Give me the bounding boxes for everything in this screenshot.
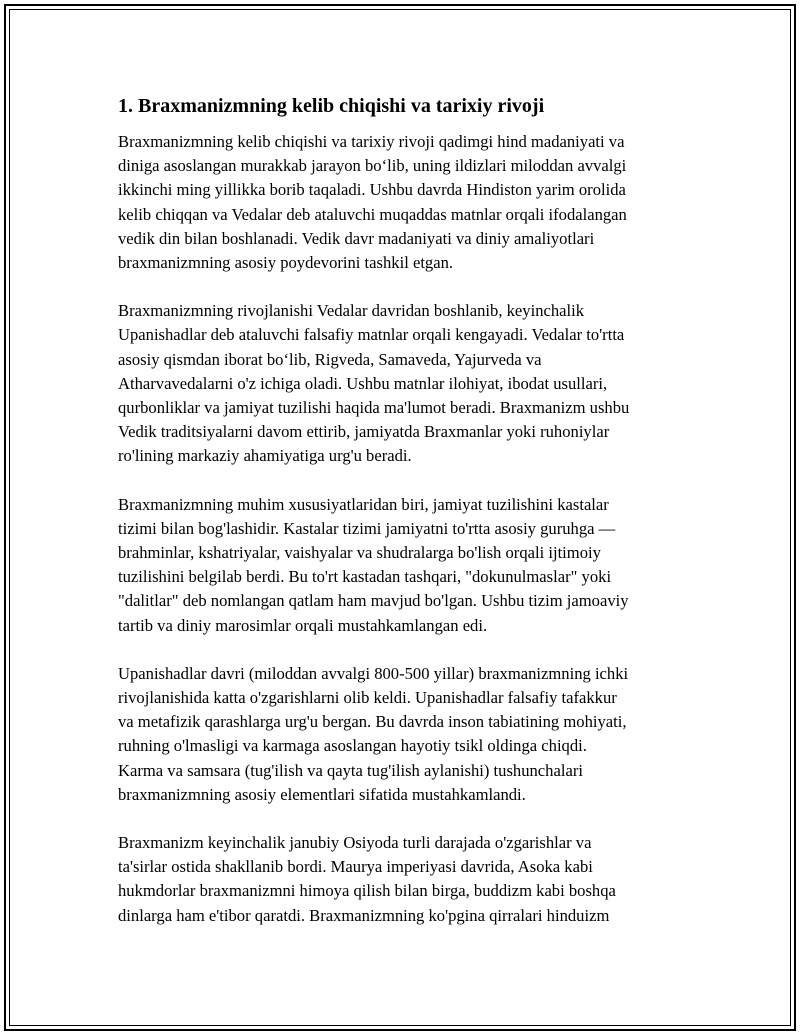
paragraph-line: tizimi bilan bog'lashidir. Kastalar tizimi jamiyatni to'rtta asosiy guruhga —	[118, 518, 616, 538]
paragraph-line: tuzilishini belgilab berdi. Bu to'rt kastadan tashqari, "dokunulmaslar" yoki	[118, 567, 612, 587]
paragraph-line: Atharvavedalarni o'z ichiga oladi. Ushbu matnlar ilohiyat, ibodat usullari,	[118, 373, 608, 393]
paragraph-line: va metafizik qarashlarga urg'u bergan. Bu davrda inson tabiatining mohiyati,	[118, 712, 627, 732]
paragraph	[118, 662, 698, 807]
paragraph-line: Karma va samsara (tug'ilish va qayta tug'ilish aylanishi) tushunchalari	[118, 760, 583, 780]
paragraph-line: ikkinchi ming yillikka borib taqaladi. Ushbu davrda Hindiston yarim orolida	[118, 180, 626, 200]
paragraph-line: Braxmanizmning kelib chiqishi va tarixiy rivoji qadimgi hind madaniyati va	[118, 132, 625, 151]
paragraph-line: Braxmanizmning muhim xususiyatlaridan biri, jamiyat tuzilishini kastalar	[118, 494, 609, 514]
paragraph-line: kelib chiqqan va Vedalar deb ataluvchi muqaddas matnlar orqali ifodalangan	[118, 204, 627, 224]
paragraph-line: braxmanizmning asosiy poydevorini tashkil etgan.	[118, 253, 454, 273]
paragraph-line: vedik din bilan boshlanadi. Vedik davr madaniyati va diniy amaliyotlari	[118, 228, 595, 248]
section-heading: 1. Braxmanizmning kelib chiqishi va tarixiy rivoji	[118, 95, 545, 117]
paragraph-line: diniga asoslangan murakkab jarayon bo‘lib, uning ildizlari miloddan avvalgi	[118, 156, 627, 176]
paragraph-line: braxmanizmning asosiy elementlari sifatida mustahkamlandi.	[118, 784, 526, 804]
paragraph	[118, 299, 698, 468]
paragraph-list	[118, 130, 698, 928]
paragraph	[118, 130, 698, 275]
paragraph-line: Upanishadlar davri (miloddan avvalgi 800-500 yillar) braxmanizmning ichki	[118, 663, 629, 683]
paragraph-line: ta'sirlar ostida shakllanib bordi. Maurya imperiyasi davrida, Asoka kabi	[118, 857, 593, 877]
paragraph-line: brahminlar, kshatriyalar, vaishyalar va shudralarga bo'lish orqali ijtimoiy	[118, 543, 601, 563]
paragraph-line: hukmdorlar braxmanizmni himoya qilish bilan birga, buddizm kabi boshqa	[118, 881, 616, 901]
paragraph-line: rivojlanishida katta o'zgarishlarni olib keldi. Upanishadlar falsafiy tafakkur	[118, 688, 617, 708]
paragraph	[118, 831, 698, 928]
paragraph-line: Braxmanizm keyinchalik janubiy Osiyoda turli darajada o'zgarishlar va	[118, 833, 592, 853]
paragraph-line: dinlarga ham e'tibor qaratdi. Braxmanizmning ko'pgina qirralari hinduizm	[118, 905, 610, 925]
paragraph-line: asosiy qismdan iborat bo‘lib, Rigveda, Samaveda, Yajurveda va	[118, 349, 542, 369]
paragraph-line: Upanishadlar deb ataluvchi falsafiy matnlar orqali kengayadi. Vedalar to'rtta	[118, 325, 625, 345]
paragraph-line: qurbonliklar va jamiyat tuzilishi haqida ma'lumot beradi. Braxmanizm ushbu	[118, 398, 630, 418]
paragraph-line: ro'lining markaziy ahamiyatiga urg'u beradi.	[118, 446, 412, 466]
paragraph-line: tartib va diniy marosimlar orqali mustahkamlangan edi.	[118, 615, 488, 635]
paragraph-line: Braxmanizmning rivojlanishi Vedalar davridan boshlanib, keyinchalik	[118, 301, 585, 321]
paragraph	[118, 493, 698, 638]
paragraph-line: "dalitlar" deb nomlangan qatlam ham mavjud bo'lgan. Ushbu tizim jamoaviy	[118, 591, 629, 611]
document-body	[118, 92, 698, 952]
paragraph-line: Vedik traditsiyalarni davom ettirib, jamiyatda Braxmanlar yoki ruhoniylar	[118, 422, 610, 442]
paragraph-line: ruhning o'lmasligi va karmaga asoslangan hayotiy tsikl oldinga chiqdi.	[118, 736, 587, 756]
